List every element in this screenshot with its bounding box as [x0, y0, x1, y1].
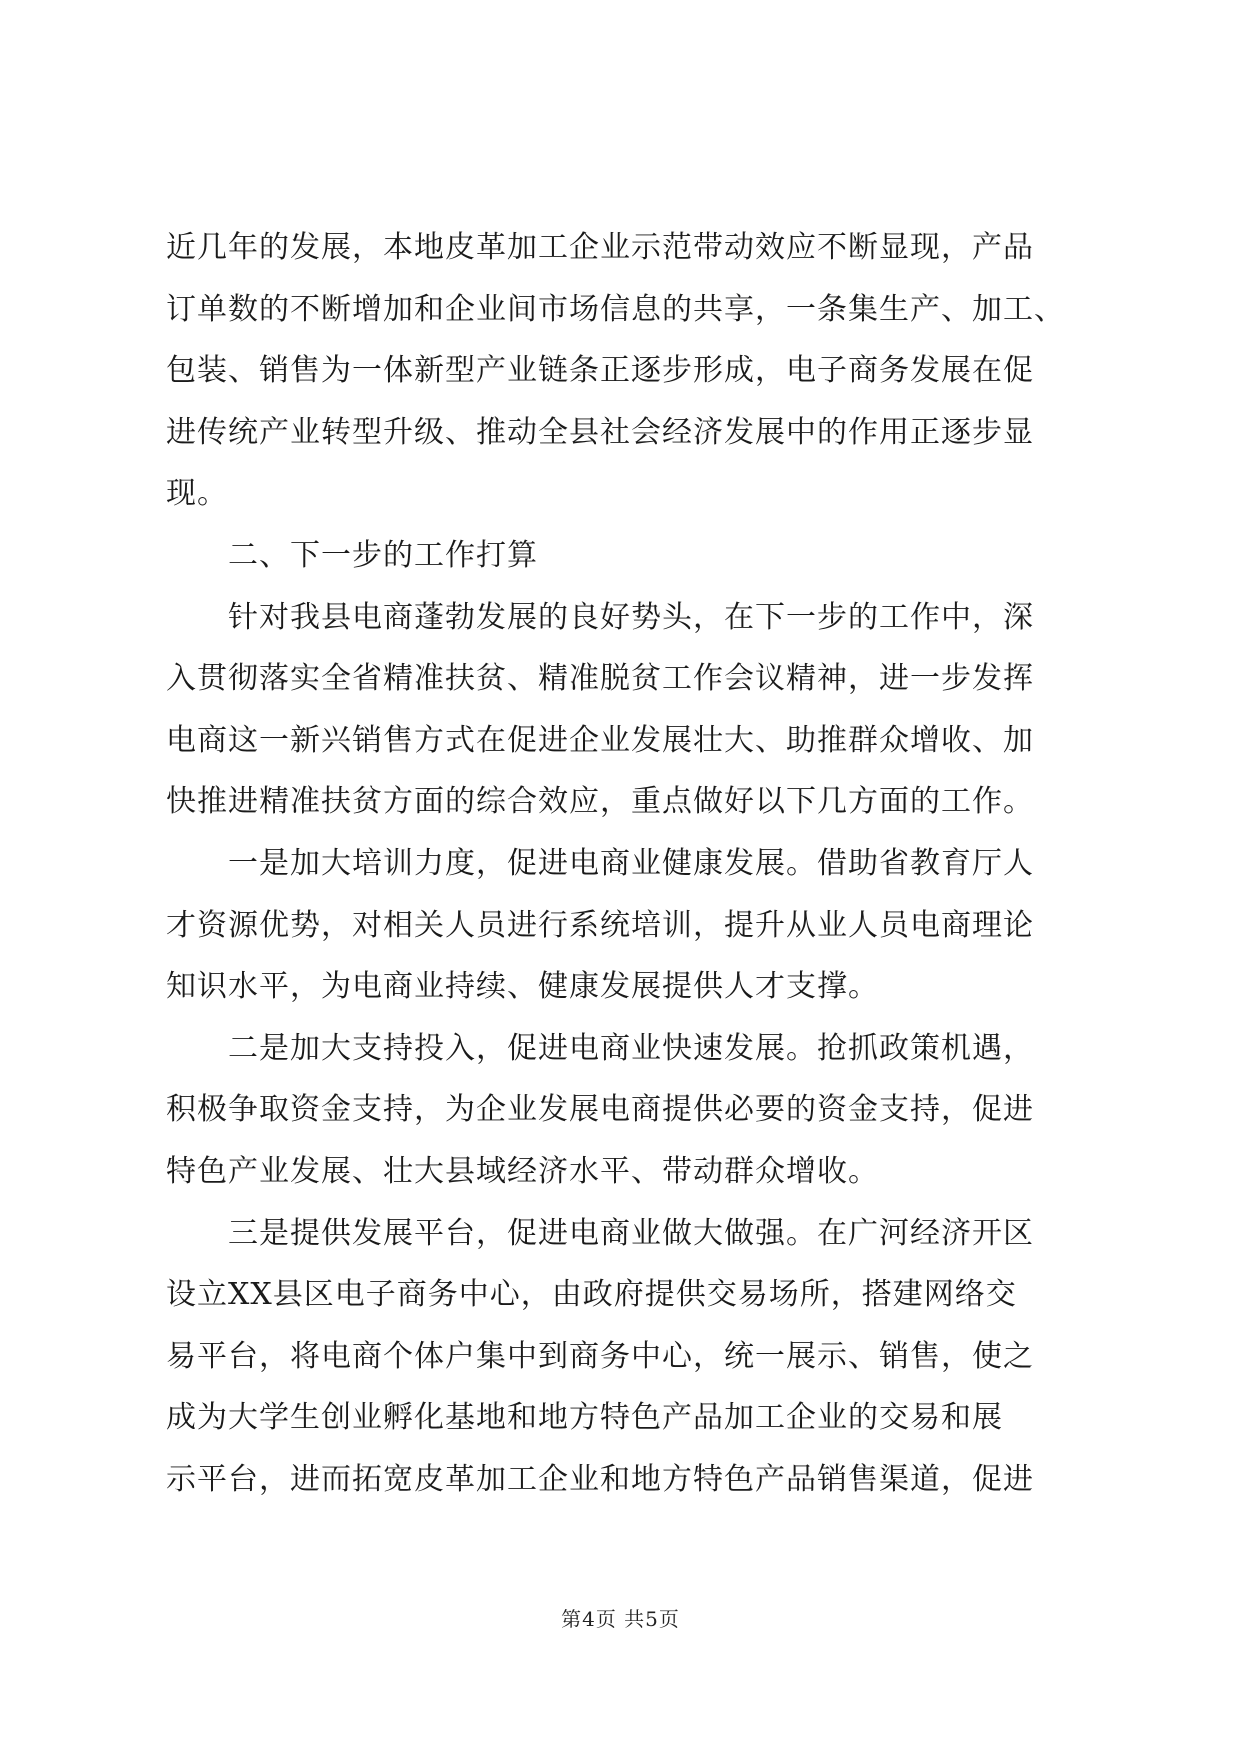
section-heading: 二、下一步的工作打算 [228, 537, 538, 573]
page-number-footer: 第4页 共5页 [561, 1607, 680, 1631]
body-line: 成为大学生创业孵化基地和地方特色产品加工企业的交易和展 [166, 1400, 1003, 1436]
paragraph-start: 二是加大支持投入，促进电商业快速发展。抢抓政策机遇， [228, 1030, 1034, 1066]
body-line: 订单数的不断增加和企业间市场信息的共享，一条集生产、加工、 [166, 291, 1065, 327]
body-line: 才资源优势，对相关人员进行系统培训，提升从业人员电商理论 [166, 907, 1034, 943]
paragraph-start: 针对我县电商蓬勃发展的良好势头，在下一步的工作中，深 [228, 599, 1034, 635]
body-line: 包装、销售为一体新型产业链条正逐步形成，电子商务发展在促 [166, 353, 1034, 389]
body-line: 易平台，将电商个体户集中到商务中心，统一展示、销售，使之 [166, 1338, 1034, 1374]
body-line: 现。 [166, 476, 228, 512]
body-line: 快推进精准扶贫方面的综合效应，重点做好以下几方面的工作。 [166, 784, 1034, 820]
body-line: 近几年的发展，本地皮革加工企业示范带动效应不断显现，产品 [166, 230, 1034, 265]
body-line: 设立XX县区电子商务中心，由政府提供交易场所，搭建网络交 [166, 1277, 1017, 1313]
body-line: 知识水平，为电商业持续、健康发展提供人才支撑。 [166, 969, 879, 1005]
body-line: 特色产业发展、壮大县域经济水平、带动群众增收。 [166, 1153, 879, 1189]
document-body [166, 226, 1076, 1519]
body-line: 电商这一新兴销售方式在促进企业发展壮大、助推群众增收、加 [166, 722, 1034, 758]
paragraph-start: 一是加大培训力度，促进电商业健康发展。借助省教育厅人 [228, 845, 1034, 881]
body-line: 入贯彻落实全省精准扶贫、精准脱贫工作会议精神，进一步发挥 [166, 661, 1034, 697]
body-line: 进传统产业转型升级、推动全县社会经济发展中的作用正逐步显 [166, 414, 1034, 450]
body-line: 示平台，进而拓宽皮革加工企业和地方特色产品销售渠道，促进 [166, 1461, 1034, 1497]
paragraph-start: 三是提供发展平台，促进电商业做大做强。在广河经济开区 [228, 1215, 1034, 1251]
body-line: 积极争取资金支持，为企业发展电商提供必要的资金支持，促进 [166, 1092, 1034, 1128]
